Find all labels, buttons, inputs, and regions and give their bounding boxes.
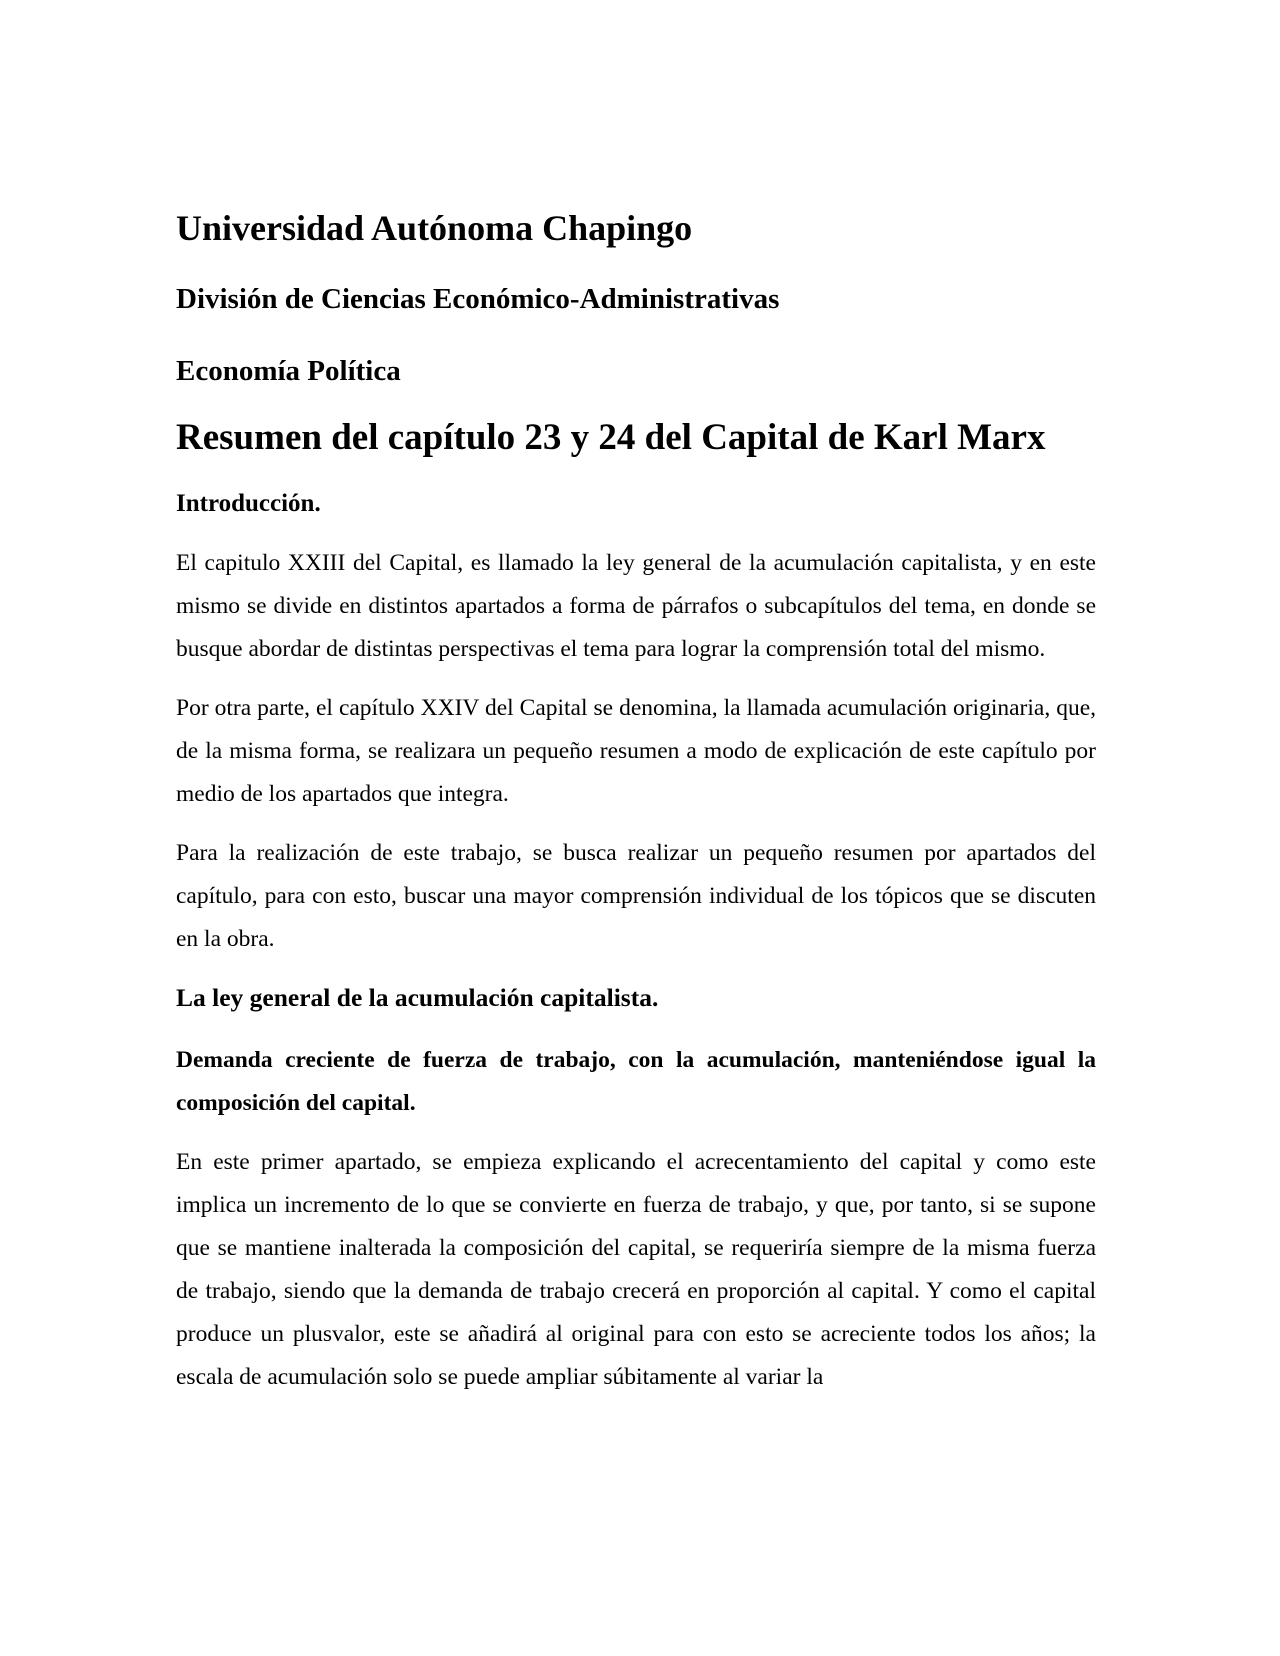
- intro-paragraph-1: El capitulo XXIII del Capital, es llamado la ley general de la acumulación capitalista, y en este mismo se divide en distintos apartados a forma de párrafos o subcapítulos del tema, en donde se busque abordar de distintas perspectivas el tema para lograr la comprensión total del mismo.: [176, 550, 1096, 662]
- subject-heading: Economía Política: [176, 355, 401, 387]
- institution-heading: Universidad Autónoma Chapingo: [176, 208, 693, 248]
- intro-paragraph-2: Por otra parte, el capítulo XXIV del Capital se denomina, la llamada acumulación originaria, que, de la misma forma, se realizara un pequeño resumen a modo de explicación de este capítulo por medio de los apartados que integra.: [176, 695, 1096, 807]
- intro-heading: Introducción.: [176, 490, 321, 517]
- intro-paragraph-3: Para la realización de este trabajo, se busca realizar un pequeño resumen por apartados del capítulo, para con esto, buscar una mayor comprensión individual de los tópicos que se discuten en la obra.: [176, 840, 1096, 952]
- document-body: [176, 200, 1096, 1415]
- division-heading: División de Ciencias Económico-Administrativas: [176, 283, 780, 315]
- section-paragraph: En este primer apartado, se empieza explicando el acrecentamiento del capital y como este implica un incremento de lo que se convierte en fuerza de trabajo, y que, por tanto, si se supone que se mantiene inalterada la composición del capital, se requeriría siempre de la misma fuerza de trabajo, siendo que la demanda de trabajo crecerá en proporción al capital. Y como el capital produce un plusvalor, este se añadirá al original para con esto se acreciente todos los años; la escala de acumulación solo se puede ampliar súbitamente al variar la: [176, 1149, 1096, 1390]
- section-heading: La ley general de la acumulación capitalista.: [176, 983, 659, 1012]
- subsection-heading: Demanda creciente de fuerza de trabajo, con la acumulación, manteniéndose igual la composición del capital.: [176, 1047, 1096, 1116]
- document-title: Resumen del capítulo 23 y 24 del Capital de Karl Marx: [176, 417, 1046, 458]
